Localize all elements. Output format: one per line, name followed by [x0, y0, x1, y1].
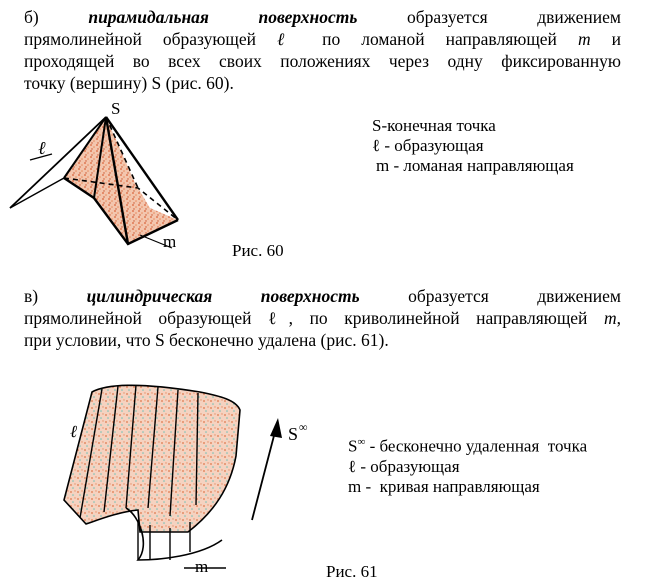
direction-arrow [252, 418, 282, 520]
text-line: прямолинейной образующей ℓ по ломаной направляющей m и [24, 29, 622, 49]
text-line: проходящей во всех своих положениях через одну фиксированную [24, 51, 621, 71]
legend-item: m - ломаная направляющая [376, 156, 574, 175]
point-s-label: S [288, 424, 299, 444]
generatrix-l-label: ℓ [70, 422, 78, 441]
text-line: точку (вершину) S (рис. 60). [24, 73, 234, 93]
text-line: в) цилиндрическая поверхность образуется движением [24, 286, 621, 306]
legend-item: ℓ - образующая [372, 136, 484, 155]
legend-item: ℓ - образующая [348, 456, 460, 476]
legend-item: S∞ - бесконечно удаленная точка [348, 436, 588, 456]
directrix-m-label: m [163, 232, 177, 251]
infinity-sup: ∞ [299, 420, 308, 434]
generatrix-l-label: ℓ [38, 138, 46, 158]
figure-60-caption: Рис. 60 [232, 241, 284, 260]
text-line: б) пирамидальная поверхность образуется движением [24, 7, 621, 27]
legend-item: m - кривая направляющая [348, 476, 540, 496]
legend-item: S-конечная точка [372, 116, 496, 135]
directrix-m-label: m [195, 557, 209, 576]
figure-61-caption: Рис. 61 [326, 562, 378, 581]
text-line: при условии, что S бесконечно удалена (рис. 61). [24, 330, 389, 350]
text-line: прямолинейной образующей ℓ, по криволинейной направляющей m, [24, 308, 622, 328]
fig61-legend [348, 432, 587, 497]
apex-s-label: S [111, 99, 121, 118]
